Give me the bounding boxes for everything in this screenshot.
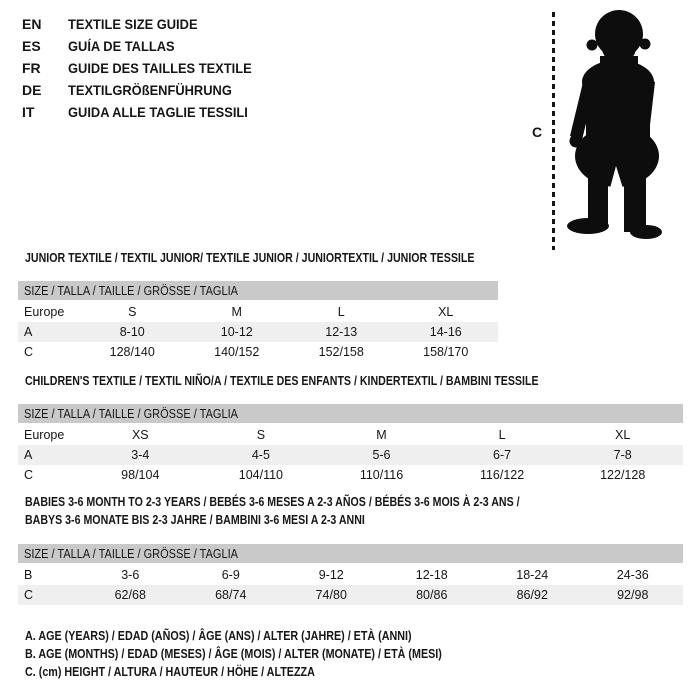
toddler-silhouette-icon: [562, 8, 667, 242]
language-label: GUIDA ALLE TAGLIE TESSILI: [68, 104, 248, 120]
size-cell: XL: [438, 305, 454, 319]
size-cell: 4-5: [251, 448, 270, 462]
size-cell: 80/86: [416, 588, 448, 602]
row-label: Europe: [24, 428, 65, 442]
size-cell: 3-6: [121, 568, 140, 582]
size-cell: 8-10: [119, 325, 145, 339]
size-cell: 152/158: [318, 345, 364, 359]
size-cell: 12-18: [415, 568, 448, 582]
size-cell: S: [256, 428, 266, 442]
language-label: TEXTILGRÖßENFÜHRUNG: [68, 82, 232, 98]
size-table-junior: [18, 281, 498, 362]
size-cell: 104/110: [238, 468, 284, 482]
table-row: [18, 585, 683, 605]
row-label: C: [24, 345, 34, 359]
size-cell: 24-36: [616, 568, 649, 582]
table-header-label: SIZE / TALLA / TAILLE / GRÖSSE / TAGLIA: [24, 283, 238, 298]
section-title-junior: JUNIOR TEXTILE / TEXTIL JUNIOR/ TEXTILE JUNIOR / JUNIORTEXTIL / JUNIOR TESSILE: [25, 251, 475, 265]
language-row: [22, 13, 268, 35]
size-cell: 3-4: [131, 448, 150, 462]
footnote-b: B. AGE (MONTHS) / EDAD (MESES) / ÂGE (MOIS) / ALTER (MONATE) / ETÀ (MESI): [25, 647, 442, 661]
language-code: IT: [22, 104, 35, 120]
size-cell: 140/152: [214, 345, 260, 359]
row-label: B: [24, 568, 33, 582]
height-measure-label: C: [532, 124, 543, 140]
table-row: [18, 565, 683, 585]
size-cell: 74/80: [315, 588, 347, 602]
language-code: DE: [22, 82, 42, 98]
table-row: [18, 302, 498, 322]
size-cell: S: [128, 305, 137, 319]
language-label: TEXTILE SIZE GUIDE: [68, 16, 198, 32]
size-cell: L: [498, 428, 506, 442]
row-label: C: [24, 468, 34, 482]
footnote-a: A. AGE (YEARS) / EDAD (AÑOS) / ÂGE (ANS) / ALTER (JAHRE) / ETÀ (ANNI): [25, 629, 412, 643]
language-row: [22, 35, 268, 57]
size-cell: 92/98: [617, 588, 649, 602]
size-cell: 122/128: [600, 468, 646, 482]
measure-figure: [528, 6, 700, 254]
size-cell: 5-6: [372, 448, 391, 462]
table-header-label: SIZE / TALLA / TAILLE / GRÖSSE / TAGLIA: [24, 406, 238, 421]
table-header-label: SIZE / TALLA / TAILLE / GRÖSSE / TAGLIA: [24, 546, 238, 561]
size-cell: 116/122: [479, 468, 525, 482]
language-label: GUÍA DE TALLAS: [68, 38, 175, 54]
size-table-babies: [18, 544, 683, 605]
language-label: GUIDE DES TAILLES TEXTILE: [68, 60, 252, 76]
table-row: [18, 445, 683, 465]
size-cell: XS: [131, 428, 149, 442]
language-code: ES: [22, 38, 41, 54]
size-cell: 7-8: [613, 448, 632, 462]
size-cell: 10-12: [220, 325, 253, 339]
footnote-c: C. (cm) HEIGHT / ALTURA / HAUTEUR / HÖHE / ALTEZZA: [25, 665, 315, 679]
size-cell: 158/170: [423, 345, 469, 359]
size-cell: M: [231, 305, 242, 319]
row-label: A: [24, 448, 33, 462]
size-cell: 14-16: [429, 325, 462, 339]
language-row: [22, 79, 268, 101]
height-dashed-line: [552, 12, 555, 250]
size-cell: 6-7: [493, 448, 512, 462]
size-cell: L: [337, 305, 345, 319]
size-cell: 128/140: [109, 345, 155, 359]
row-label: Europe: [24, 305, 65, 319]
size-cell: 62/68: [114, 588, 146, 602]
language-code: EN: [22, 16, 42, 32]
table-header-bar: [18, 404, 683, 423]
size-cell: 68/74: [215, 588, 247, 602]
language-code: FR: [22, 60, 41, 76]
language-row: [22, 57, 268, 79]
size-cell: 18-24: [516, 568, 549, 582]
language-row: [22, 101, 268, 123]
size-table: [18, 302, 498, 362]
size-cell: 9-12: [318, 568, 344, 582]
language-list: [22, 13, 268, 123]
table-row: [18, 342, 498, 362]
table-row: [18, 425, 683, 445]
size-cell: M: [376, 428, 387, 442]
section-title-babies-line2: BABYS 3-6 MONATE BIS 2-3 JAHRE / BAMBINI 3-6 MESI A 2-3 ANNI: [25, 513, 365, 527]
size-table-children: [18, 404, 683, 485]
table-header-bar: [18, 544, 683, 563]
size-cell: 110/116: [359, 468, 404, 482]
size-cell: 86/92: [516, 588, 548, 602]
size-table: [18, 565, 683, 605]
row-label: C: [24, 588, 34, 602]
table-row: [18, 465, 683, 485]
table-row: [18, 322, 498, 342]
section-title-children: CHILDREN'S TEXTILE / TEXTIL NIÑO/A / TEXTILE DES ENFANTS / KINDERTEXTIL / BAMBINI TESSILE: [25, 374, 539, 388]
row-label: A: [24, 325, 33, 339]
section-title-babies-line1: BABIES 3-6 MONTH TO 2-3 YEARS / BEBÉS 3-6 MESES A 2-3 AÑOS / BÉBÉS 3-6 MOIS À 2-3 ANS /: [25, 495, 520, 509]
size-cell: XL: [615, 428, 631, 442]
size-cell: 12-13: [325, 325, 358, 339]
size-cell: 98/104: [121, 468, 160, 482]
table-header-bar: [18, 281, 498, 300]
footnotes: [25, 629, 510, 683]
size-cell: 6-9: [221, 568, 240, 582]
size-table: [18, 425, 683, 485]
